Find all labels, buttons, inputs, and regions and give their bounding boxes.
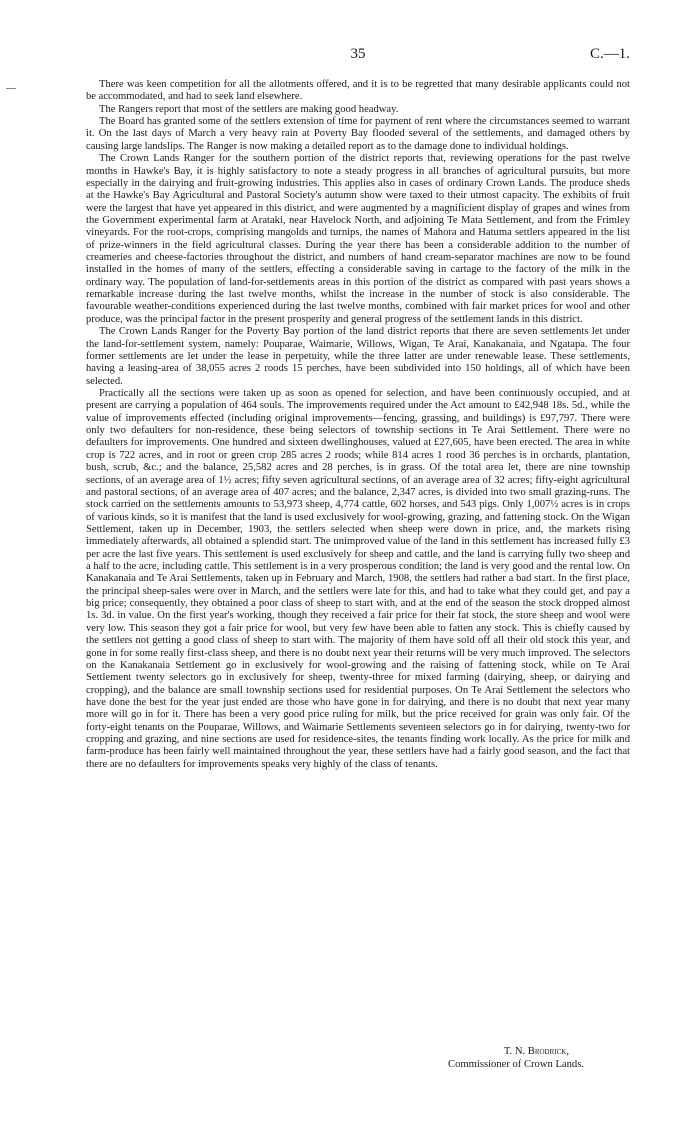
signatory-name: T. N. Brodrick, [503,1046,569,1057]
paragraph-sections-detail: Practically all the sections were taken up as soon as opened for selection, and have been continuously occupied, and at present are carrying a population of 464 souls. The improvements required under the Act amount to £42,948 18s. 5d., while the value of improvements effected (including original improvements—fencing, grassing, and buildings) is £97,797. There were only two defaulters for non-residence, these being selectors of township sections in Te Arai Settlement. There were no defaulters for improvements. One hundred and sixteen dwellinghouses, valued at £27,605, have been erected. The area in white crop is 722 acres, and in root or green crop 285 acres 2 roods; while 814 acres 1 rood 36 perches is in orchards, plantation, bush, scrub, &c.; and the balance, 25,582 acres and 28 perches, is in grass. Of the total area let, there are nine township sections, of an average area of 1½ acres; fifty seven agricultural sections, of an average area of 32 acres; fifty-eight agricultural and pastoral sections, of an average area of 407 acres; and the balance, 2,347 acres, is divided into two small grazing-runs. The stock carried on the settlements amounts to 53,973 sheep, 4,774 cattle, 602 horses, and 543 pigs. Only 1,007½ acres is in crops of various kinds, so it is manifest that the land is used exclusively for wool-growing, grazing, and fattening stock. On the Wigan Settlement, taken up in December, 1903, the settlers selected when sheep were down in price, and, the markets rising immediately afterwards, all obtained a splendid start. The unimproved value of the land in this settlement has increased fully £3 per acre the last five years. This settlement is used exclusively for sheep and cattle, and the land is carrying fully two sheep and a half to the acre, including cattle. This settlement is in a very prosperous condition; the land is very good and the rental low. On Kanakanaia and Te Arai Settlements, taken up in February and March, 1908, the settlers had rather a bad start. In the first place, the principal sheep-sales were over in March, and the settlers were late for this, and had to take what they could get, and pay a big price; consequently, they obtained a poor class of sheep to start with, and at the end of the season the stock dropped almost 1s. 3d. in value. On the first year's working, though they received a fair price for their fat stock, the store sheep and wool were very low. This season they got a fair price for wool, but very few have been able to fatten any stock. This is chiefly caused by the settlers not getting a good class of sheep to start with. The majority of them have sold off all their old stock this year, and gone in for some really first-class sheep, and there is no doubt next year their returns will be very much improved. The selectors on the Kanakanaia Settlement go in exclusively for wool-growing and the raising of fattening stock, while on Te Arai Settlement twenty selectors go in exclusively for sheep, twenty-three for mixed farming (dairying, sheep, or dairying and cropping), and the balance are small township sections used for residential purposes. On Te Arai Settlement the selectors who have done the best for the year just ended are those who have gone in for dairying, and there is no doubt that next year many more will go in for it. There has been a very good price ruling for milk, but the price received for grain was only fair. Of the forty-eight tenants on the Pouparae, Willows, and Waimarie Settlements seventeen selectors go in for dairying, twenty-two for cropping and grazing, and nine sections are used for residence-sites, the tenants finding work locally. As the price for milk and farm-produce has been fairly well maintained throughout the year, these settlers have had a fairly good season, and the fact that there are no defaulters for improvements speaks very highly of the class of tenants. [86,387,630,770]
paragraph-southern-district: The Crown Lands Ranger for the southern portion of the district reports that, reviewing operations for the past twelve months in Hawke's Bay, it is highly satisfactory to note a steady progress in all branches of agricultural pursuits, but more especially in the dairying and fruit-growing industries. This applies also in cases of ordinary Crown Lands. The produce sheds at the Hawke's Bay Agricultural and Pastoral Society's autumn show were taxed to their utmost capacity. The exhibits of fruit were the largest that have yet appeared in this district, and were augmented by a magnificient display of grapes and wines from the Government experimental farm at Arataki, near Havelock North, and adjoining Te Mata Settlement, and from the Frimley vineyards. For the root-crops, comprising mangolds and turnips, the names of Mahora and Hatuma settlers appeared in the list of prize-winners in the field agricultural classes. During the year there has been a considerable addition to the number of creameries and cheese-factories throughout the district, and numbers of hand cream-separator machines are now to be found installed in the homes of many of the settlers, effecting a considerable saving in cartage to the factory of the milk in the ordinary way. The population of land-for-settlements areas in this portion of the district as compared with past years shows a remarkable increase during the last twelve months, whilst the increase in the number of stock is also considerable. The favourable weather-conditions experienced during the last twelve months, combined with fair market prices for wool and other produce, was the principal factor in the present prosperity and general progress of the settlement lands in this district. [86,153,630,325]
body-text [86,79,630,771]
page-number: 35 [350,46,366,62]
margin-mark [6,88,16,89]
paragraph-competition: There was keen competition for all the allotments offered, and it is to be regretted that many desirable applicants could not be accommodated, and had to seek land elsewhere. [86,79,630,103]
document-reference: C.—1. [589,46,630,62]
page-header [86,46,630,66]
signatory-title: Commissioner of Crown Lands. [448,1058,584,1070]
paragraph-board-extension: The Board has granted some of the settlers extension of time for payment of rent where the circumstances seemed to warrant it. On the last days of March a very heavy rain at Poverty Bay flooded several of the settlements, and damaged others by causing large landslips. The Ranger is now making a detailed report as to the damage done to individual holdings. [86,116,630,152]
paragraph-rangers-report: The Rangers report that most of the settlers are making good headway. [99,103,399,115]
signature-block [86,1046,630,1071]
paragraph-poverty-bay: The Crown Lands Ranger for the Poverty Bay portion of the land district reports that there are seven settlements let under the land-for-settlement system, namely: Pouparae, Waimarie, Willows, Wigan, Te Arai, Kanakanaia, and Ngatapa. The four former settlements are let under the lease in perpetuity, while the three latter are under renewable lease. These settlements, having a leasing-area of 38,055 acres 2 roods 15 perches, have been subdivided into 150 holdings, all of which have been selected. [86,326,630,387]
